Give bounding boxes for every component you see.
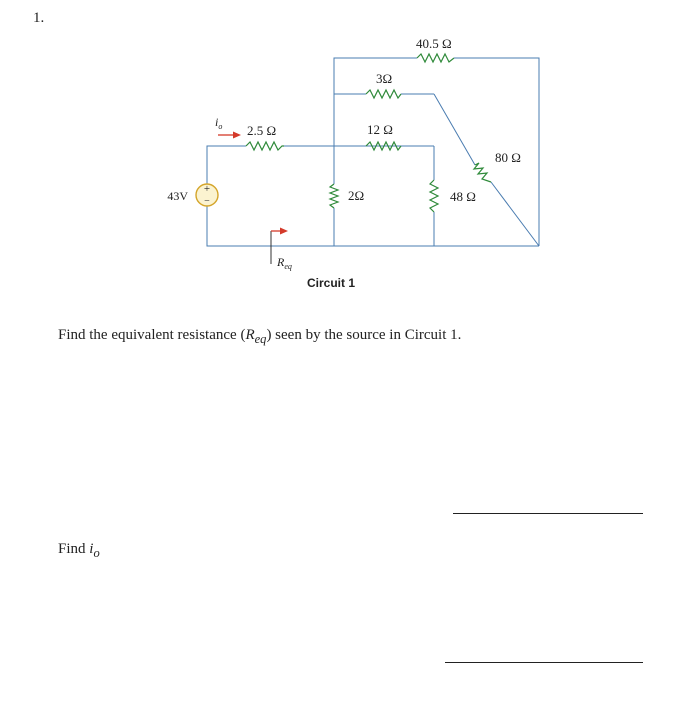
io-question-symbol: i — [89, 541, 94, 557]
req-question-symbol: R — [245, 327, 255, 343]
resistor-3-ohm — [366, 90, 401, 98]
resistor-2-5-ohm — [246, 142, 284, 150]
resistor-40-5-ohm — [417, 54, 454, 62]
io-question — [58, 541, 100, 561]
req-question-suffix: ) seen by the source in Circuit 1. — [266, 327, 462, 343]
source-voltage-label: 43V — [167, 189, 188, 203]
current-arrow-head — [233, 132, 241, 139]
io-question-sub: o — [93, 546, 100, 560]
resistor-2-ohm — [330, 184, 338, 208]
current-label: $i_o$ — [215, 115, 223, 131]
wire-left-loop — [207, 146, 539, 246]
io-question-prefix: Find — [58, 541, 90, 557]
resistor-80-ohm — [474, 163, 491, 182]
answer-line-io[interactable] — [445, 662, 643, 663]
req-label: $R_{eq}$ — [277, 255, 292, 271]
req-question — [58, 327, 461, 347]
req-question-prefix: Find the equivalent resistance ( — [58, 327, 246, 343]
source-minus-sign: − — [204, 196, 210, 207]
label-2-ohm: 2Ω — [348, 188, 365, 203]
label-40-5-ohm: 40.5 Ω — [416, 36, 452, 51]
label-3-ohm: 3Ω — [376, 71, 393, 86]
wire-right-branch — [434, 94, 539, 246]
label-80-ohm: 80 Ω — [495, 150, 521, 165]
resistor-48-ohm — [430, 180, 438, 212]
circuit-caption: Circuit 1 — [307, 276, 356, 290]
source-plus-sign: + — [203, 183, 211, 195]
label-48-ohm: 48 Ω — [450, 189, 476, 204]
answer-line-req[interactable] — [453, 513, 643, 514]
req-arrow-head — [280, 228, 288, 235]
req-question-sub: eq — [254, 332, 267, 346]
question-number: 1. — [33, 10, 45, 26]
label-12-ohm: 12 Ω — [367, 122, 393, 137]
label-2-5-ohm: 2.5 Ω — [247, 123, 277, 138]
